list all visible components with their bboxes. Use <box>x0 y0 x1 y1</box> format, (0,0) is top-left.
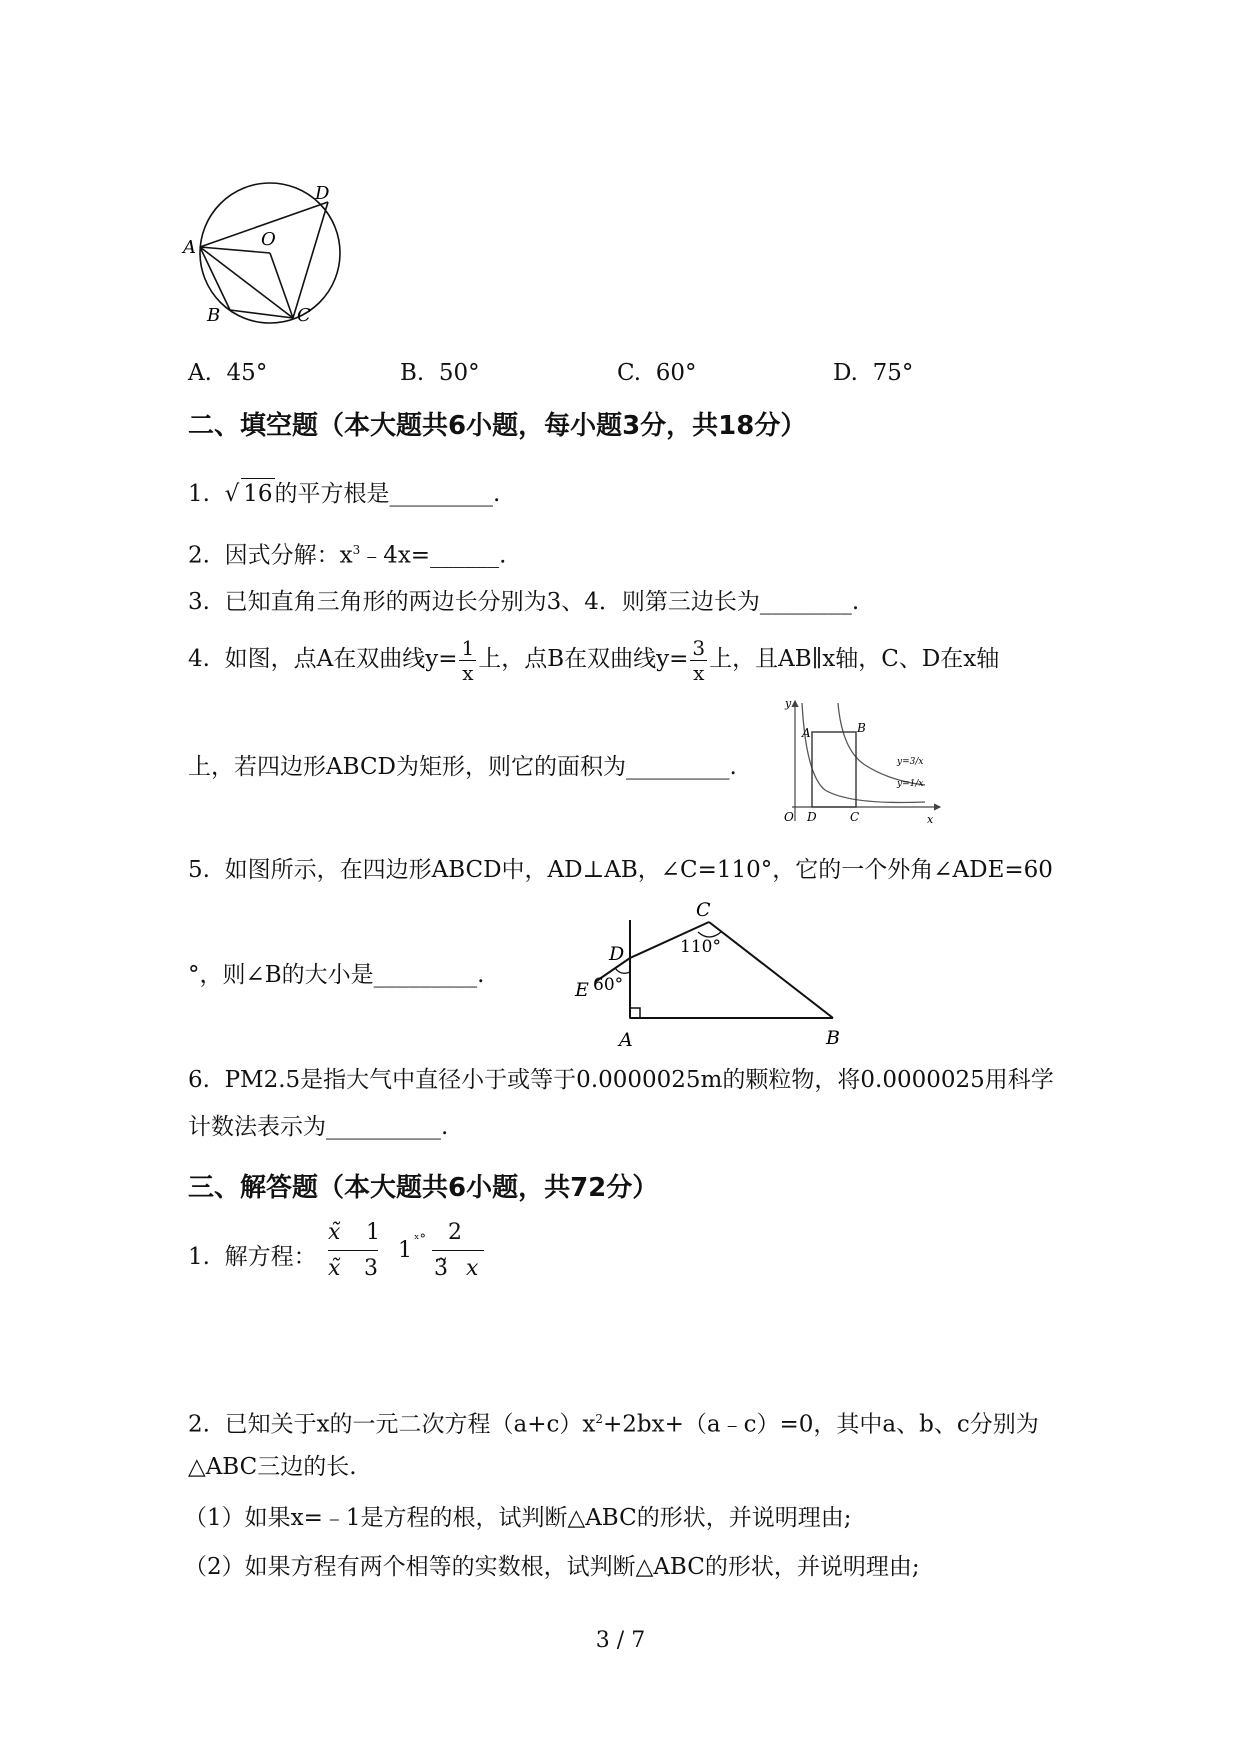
option-value: 45° <box>226 360 268 386</box>
angle-C-label: 110° <box>680 937 721 957</box>
superscript: 2 <box>595 1412 604 1426</box>
option-c <box>617 358 697 388</box>
question-number: 2. <box>188 1411 210 1438</box>
eq-glyph: 1 <box>398 1238 412 1263</box>
option-value: 60° <box>655 360 697 386</box>
eq-fraction-bar <box>328 1250 378 1251</box>
page-number: 3 / 7 <box>595 1628 646 1653</box>
fig-label-A: A <box>619 1029 633 1051</box>
question-number: 1. <box>188 1244 210 1270</box>
s3-question-2-sub1: （1）如果x=﹣1是方程的根，试判断△ABC的形状，并说明理由; <box>184 1505 852 1531</box>
graph-C-label: C <box>850 810 860 824</box>
label-A: A <box>183 237 196 258</box>
option-b <box>400 358 480 388</box>
s2-question-5-line2: °，则∠B的大小是_________. <box>188 962 485 988</box>
option-letter: B. <box>400 360 425 386</box>
s2-question-6 <box>188 1065 1054 1095</box>
garbled-equation <box>328 1220 488 1300</box>
question-text: 已知关于x的一元二次方程（a+c）x <box>224 1411 596 1438</box>
eq-glyph: 2 <box>448 1220 462 1245</box>
s2-question-4 <box>188 636 999 683</box>
question-text: +2bx+（a﹣c）=0，其中a、b、c分别为 <box>603 1411 1039 1438</box>
s2-question-1 <box>188 478 500 509</box>
denominator: x <box>462 660 474 685</box>
question-number: 1. <box>188 481 210 507</box>
sqrt-symbol: √ <box>224 481 240 507</box>
s2-question-3 <box>188 587 859 617</box>
superscript: 3 <box>352 543 361 557</box>
question-text: PM2.5是指大气中直径小于或等于0.0000025m的颗粒物，将0.0000025用科学 <box>224 1067 1054 1093</box>
formula-prefix: y= <box>656 646 689 672</box>
s3-question-2 <box>188 1404 1039 1440</box>
fig-label-B: B <box>826 1027 840 1049</box>
radicand: 16 <box>241 478 274 509</box>
option-d <box>833 358 913 388</box>
curve-label-1-over-x: y=1/x <box>897 779 924 789</box>
s3-question-2-line2: △ABC三边的长. <box>188 1454 357 1480</box>
s2-question-2 <box>188 535 506 571</box>
fraction-1-over-x <box>459 635 476 685</box>
option-a <box>188 358 267 388</box>
question-text: 解方程： <box>224 1244 317 1270</box>
angle-D-label: 60° <box>593 975 624 995</box>
label-D: D <box>315 183 330 204</box>
s3-question-1 <box>188 1242 317 1272</box>
option-value: 75° <box>872 360 914 386</box>
graph-origin-label: O <box>784 810 794 824</box>
formula-prefix: y= <box>425 646 458 672</box>
s2-question-6-line2: 计数法表示为__________. <box>188 1114 449 1140</box>
eq-glyph: 3̃ <box>434 1256 448 1281</box>
question-number: 4. <box>188 646 210 672</box>
question-number: 3. <box>188 589 210 615</box>
s2-question-5 <box>188 855 1053 885</box>
eq-glyph: x̃ <box>328 1256 341 1281</box>
option-value: 50° <box>438 360 480 386</box>
question-text: 已知直角三角形的两边长分别为3、4．则第三边长为________. <box>224 589 860 615</box>
fig-label-E: E <box>575 979 589 1001</box>
eq-glyph: x <box>466 1256 479 1281</box>
hyperbola-graph <box>780 695 950 830</box>
curve-label-3-over-x: y=3/x <box>897 757 924 767</box>
graph-B-label: B <box>857 721 866 735</box>
eq-glyph: 1 <box>366 1220 380 1245</box>
option-letter: A. <box>188 360 212 386</box>
option-letter: D. <box>833 360 858 386</box>
numerator: 3 <box>692 635 706 660</box>
question-number: 2. <box>188 542 210 569</box>
eq-glyph: 3 <box>364 1256 378 1281</box>
question-text: ﹣4x=______. <box>360 542 507 569</box>
denominator: x <box>693 660 705 685</box>
question-text: 因式分解：x <box>224 542 353 569</box>
numerator: 1 <box>461 635 475 660</box>
question-number: 6. <box>188 1067 210 1093</box>
label-C: C <box>297 305 311 326</box>
section3-heading: 三、解答题（本大题共6小题，共72分） <box>188 1173 659 1203</box>
graph-D-label: D <box>807 810 817 824</box>
question-text: 上，点B在双曲线 <box>478 646 657 672</box>
label-B: B <box>207 305 221 326</box>
graph-A-label: A <box>802 726 811 740</box>
circle-figure <box>185 175 385 335</box>
quadrilateral-figure <box>555 890 855 1055</box>
fig-label-D: D <box>609 943 625 965</box>
graph-x-label: x <box>927 813 934 826</box>
question-text: 如图，点A在双曲线 <box>224 646 426 672</box>
eq-fraction-bar <box>432 1250 484 1251</box>
question-text: 如图所示，在四边形ABCD中，AD⊥AB，∠C=110°，它的一个外角∠ADE=60 <box>224 857 1053 883</box>
option-letter: C. <box>617 360 642 386</box>
eq-glyph: x̃ <box>328 1220 341 1245</box>
graph-y-label: y <box>785 697 792 710</box>
question-number: 5. <box>188 857 210 883</box>
label-O: O <box>261 229 276 250</box>
s3-question-2-sub2: （2）如果方程有两个相等的实数根，试判断△ABC的形状，并说明理由; <box>184 1554 920 1580</box>
question-text: 上，且AB∥x轴，C、D在x轴 <box>709 646 1000 672</box>
fig-label-C: C <box>696 899 711 921</box>
section2-heading: 二、填空题（本大题共6小题，每小题3分，共18分） <box>188 411 807 441</box>
s2-question-4-line2: 上，若四边形ABCD为矩形，则它的面积为_________. <box>188 754 737 780</box>
eq-glyph: ˣ° <box>414 1232 427 1247</box>
fraction-3-over-x <box>690 635 707 685</box>
question-text: 的平方根是_________. <box>274 481 501 507</box>
